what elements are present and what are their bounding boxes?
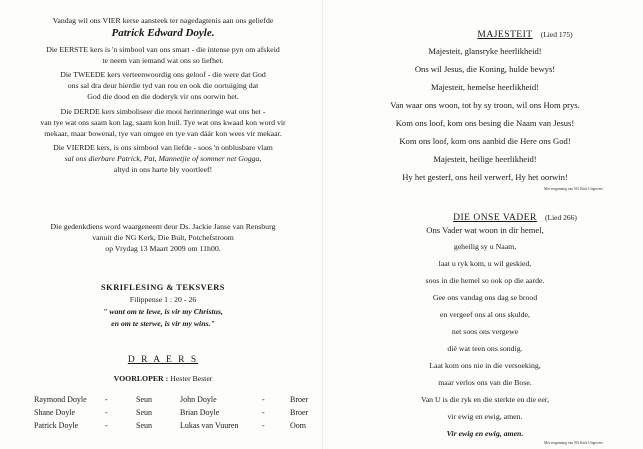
hymn2-line: vir ewig en ewig, amen. bbox=[447, 412, 523, 421]
dedication-line: te neem van iemand wat ons so liefhet. bbox=[102, 56, 224, 65]
bearer-row bbox=[4, 420, 322, 431]
hymn2-line: laat u ryk kom, u wil geskied, bbox=[438, 259, 532, 268]
scripture-title: SKRIFLESING & TEKSVERS bbox=[101, 283, 225, 292]
leader-line bbox=[4, 373, 322, 384]
bearer-relation: Seun bbox=[136, 408, 152, 417]
bearer-row bbox=[4, 407, 322, 418]
leader-name: Hester Bester bbox=[170, 374, 213, 383]
hymn2-line: dié wat teen ons sondig. bbox=[447, 344, 523, 353]
bearer-row bbox=[4, 394, 322, 405]
hymn2-line: net soos ons vergewe bbox=[451, 327, 519, 336]
hymn1-line: Ons wil Jesus, die Koning, hulde bewys! bbox=[414, 64, 556, 74]
hymn1-line: Hy het gesterf, ons heil verwerf, Hy het oorwin! bbox=[402, 172, 568, 182]
hymn1-line: Kom ons loof, kom ons aanbid die Here ons God! bbox=[399, 136, 571, 146]
separator: - bbox=[262, 395, 265, 404]
bearer-relation: Broer bbox=[290, 395, 309, 404]
scripture-quote: en om te sterwe, is vir my wins." bbox=[111, 319, 215, 328]
hymn2-line: Laat kom ons nie in die versoeking, bbox=[429, 361, 541, 370]
dedication-line: ons sal dra deur hierdie tyd van rou en ook die oortuiging dat bbox=[67, 81, 259, 90]
bearer-relation: Oom bbox=[290, 421, 306, 430]
bearer-name: John Doyle bbox=[180, 395, 217, 404]
dedication-line: altyd in ons harte bly voortleef! bbox=[113, 165, 213, 174]
fold-line bbox=[322, 0, 323, 449]
hymn1-lied: (Lied 175) bbox=[540, 30, 573, 39]
dedication-intro: Vandag wil ons VIER kerse aansteek ter nagedagtenis aan ons geliefde bbox=[52, 16, 274, 25]
hymn1-heading bbox=[410, 29, 640, 41]
right-column bbox=[330, 0, 640, 449]
dedication-line: God die dood en die doderyk vir ons oorwin het. bbox=[87, 92, 239, 101]
hymn1-line: Majesteit, glansryke heerlikheid! bbox=[428, 46, 542, 56]
hymn2-heading bbox=[390, 212, 640, 224]
dedication-line: Die EERSTE kers is 'n simbool van ons smart - die intense pyn om afskeid bbox=[46, 45, 280, 54]
dedication-line: Die DERDE kers simboliseer die mooi herinneringe wat ons het - bbox=[60, 107, 266, 116]
scripture-quote: " want om te lewe, is vir my Christus, bbox=[103, 307, 223, 316]
separator: - bbox=[105, 395, 108, 404]
bearer-name: Patrick Doyle bbox=[34, 421, 79, 430]
scripture-reference: Filippense 1 : 20 - 26 bbox=[129, 295, 197, 304]
dedication-line: Die VIERDE kers, is ons simbool van liefde - soos 'n onblusbare vlam bbox=[53, 143, 273, 152]
separator: - bbox=[262, 421, 265, 430]
hymn2-line: soos in die hemel so ook op die aarde. bbox=[425, 276, 545, 285]
separator: - bbox=[105, 408, 108, 417]
hymn2-title: DIE ONSE VADER bbox=[453, 213, 537, 223]
hymn1-credit: Met vergunning van NG Kerk Uitgewers bbox=[544, 187, 603, 191]
bearers-title: D R A E R S bbox=[127, 355, 199, 365]
hymn1-line: Kom ons loof, kom ons besing die Naam van Jesus! bbox=[395, 118, 575, 128]
bearer-relation: Broer bbox=[290, 408, 309, 417]
hymn2-line: Gee ons vandag ons dag se brood bbox=[432, 293, 538, 302]
hymn2-line: geheilig sy u Naam, bbox=[453, 242, 517, 251]
dedication-line: van tye wat ons saam kon lag, saam kon huil. Tye wat ons kwaad kon word vir bbox=[40, 118, 286, 127]
bearer-name: Raymond Doyle bbox=[34, 395, 87, 404]
bearer-name: Brian Doyle bbox=[180, 408, 220, 417]
bearer-name: Lukas van Vuuren bbox=[180, 421, 239, 430]
bearer-name: Shane Doyle bbox=[34, 408, 76, 417]
bearer-relation: Seun bbox=[136, 395, 152, 404]
hymn2-line: Vir ewig en ewig, amen. bbox=[446, 429, 524, 438]
service-line: Die gedenkdiens word waargeneem deur Ds. Jackie Janse van Rensburg bbox=[50, 222, 276, 231]
left-column bbox=[4, 0, 322, 449]
leader-label: VOORLOPER : bbox=[113, 374, 169, 383]
service-line: vanuit die NG Kerk, Die Bult, Potchefstroom bbox=[92, 233, 234, 242]
dedication-line: sal ons dierbare Patrick, Pat, Mannetjie of sommer net Gogga, bbox=[64, 154, 262, 163]
separator: - bbox=[262, 408, 265, 417]
hymn2-line: maar verlos ons van die Bose. bbox=[438, 378, 532, 387]
hymn2-credit: Met vergunning van NG Kerk Uitgewers bbox=[544, 441, 603, 445]
hymn1-line: Van waar ons woon, tot by sy troon, wil ons Hom prys. bbox=[390, 100, 580, 110]
hymn1-title: MAJESTEIT bbox=[477, 30, 533, 40]
hymn1-line: Majesteit, hemelse heerlikheid! bbox=[430, 82, 540, 92]
service-date: op Vrydag 13 Maart 2009 om 11h00. bbox=[105, 244, 221, 253]
separator: - bbox=[105, 421, 108, 430]
deceased-name: Patrick Edward Doyle. bbox=[111, 27, 215, 39]
hymn2-line: Van U is die ryk en die sterkte en die eer, bbox=[420, 395, 550, 404]
hymn1-line: Majesteit, heilige heerlikheid! bbox=[433, 154, 537, 164]
dedication-line: mekaar, maar bowenal, tye van omgee en tye van dáár kon wees vir mekaar. bbox=[44, 129, 282, 138]
hymn2-lied: (Lied 266) bbox=[545, 213, 577, 222]
hymn2-line: en vergeef ons al ons skulde, bbox=[440, 310, 530, 319]
hymn2-line: Ons Vader wat woon in dir hemel, bbox=[426, 225, 544, 235]
dedication-line: Die TWEEDE kers verteenwoordig ons geloof - die were dat God bbox=[60, 70, 266, 79]
bearer-relation: Seun bbox=[136, 421, 152, 430]
